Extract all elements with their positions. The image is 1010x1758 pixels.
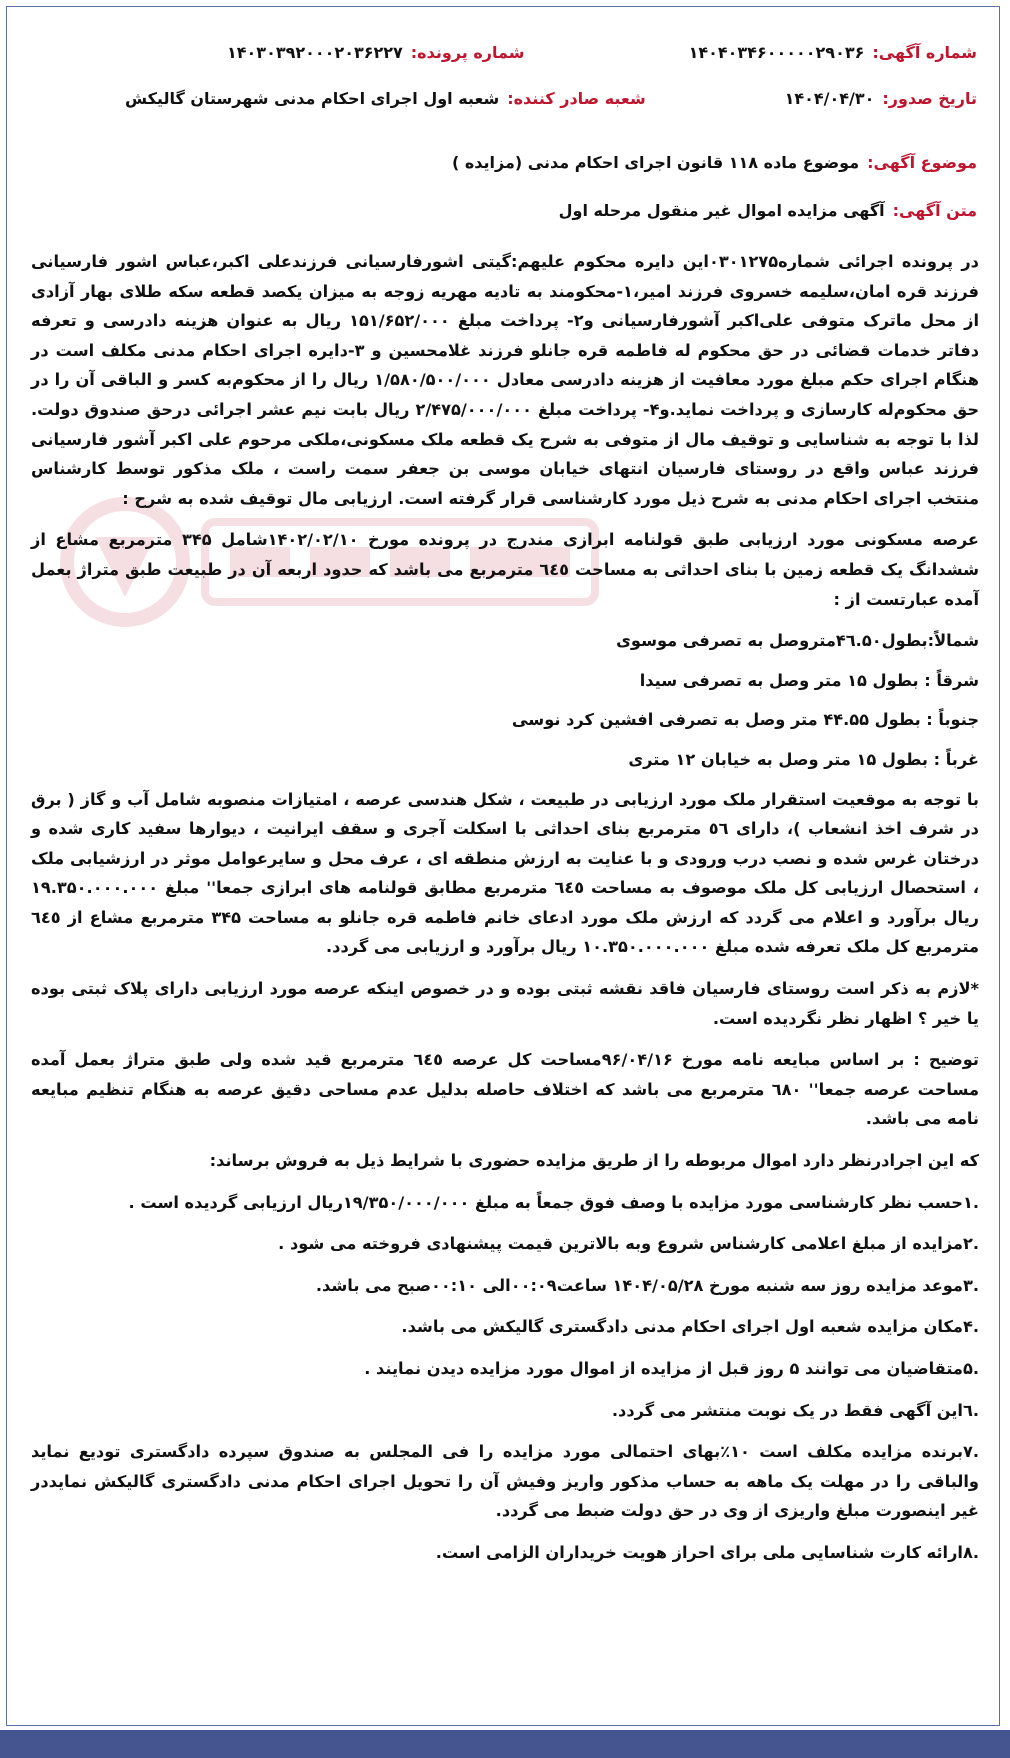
ad-number	[689, 43, 977, 62]
auction-condition-8: .۸ارائه کارت شناسایی ملی برای احراز هویت خریداران الزامی است.	[435, 1542, 979, 1562]
auction-condition-3: .۳موعد مزایده روز سه شنبه مورخ ۱۴۰۴/۰۵/۲۸ ساعت۰۰:۰۹الی ۰۰:۱۰صبح می باشد.	[315, 1275, 979, 1295]
paragraph-case-details: در پرونده اجرائی شماره۰۳۰۱۲۷۵این دایره محکوم علیهم:گیتی اشورفارسیانی فرزندعلی اکبر،عباس اشور فارسیانی فرزند قره امان،سلیمه خسروی فرزند امیر،۱-محکومند به تادیه مهریه زوجه به میزان یکصد قطعه سکه طلای بهار آزادی از محل ماترک متوفی علی‌اکبر آشورفارسیانی و۲- پرداخت مبلغ ۱۵۱/۶۵۲/۰۰۰ ریال به عنوان هزینه دادرسی و تعرفه دفاتر خدمات قضائی در حق محکوم له فاطمه قره جانلو فرزند غلامحسین و ۳-دایره اجرای احکام مدنی مکلف است در هنگام اجرای حکم مبلغ مورد معافیت از هزینه دادرسی معادل ۱/۵۸۰/۵۰۰/۰۰۰ ریال را از محکوم‌به کسر و الباقی آن را در حق محکوم‌له کارسازی و پرداخت نماید.و۴- پرداخت مبلغ ۲/۴۷۵/۰۰۰/۰۰۰ ریال بابت نیم عشر اجرائی درحق صندوق دولت. لذا با توجه به شناسایی و توقیف مال از متوفی به شرح یک قطعه ملک مسکونی،ملکی مرحوم علی اکبر آشور فارسیانی فرزند عباس واقع در روستای فارسیان انتهای خیابان موسی بن جعفر سمت راست ، ملک مذکور توسط کارشناس منتخب اجرای احکام مدنی به شرح ذیل مورد کارشناسی قرار گرفته است. ارزیابی مال توقیف شده به شرح :	[31, 252, 979, 508]
paragraph-auction-intro: که این اجرادرنظر دارد اموال مربوطه را از طریق مزایده حضوری با شرایط ذیل به فروش برساند:	[209, 1151, 979, 1171]
boundary-north: شمالاً:بطول۴٦.۵۰متروصل به تصرفی موسوی	[616, 631, 979, 651]
boundary-west: غرباً : بطول ۱۵ متر وصل به خیابان ۱۲ متری	[628, 749, 979, 769]
boundary-south: جنوباً : بطول ۴۴.۵۵ متر وصل به تصرفی افشین کرد نوسی	[511, 710, 979, 730]
issue-date	[785, 89, 977, 108]
boundary-east: شرقاً : بطول ۱۵ متر وصل به تصرفی سیدا	[639, 670, 979, 690]
auction-condition-7: .۷برنده مزایده مکلف است ۱۰٪بهای احتمالی مورد مزایده را فی المجلس به صندوق سپرده دادگستری تودیع نماید والباقی را در مهلت یک ماهه به حساب مذکور واریز وفیش آن را تحویل اجرای احکام مدنی دادگستری گالیکش نمایددر غیر اینصورت مبلغ واریزی از وی در حق دولت ضبط می گردد.	[31, 1442, 979, 1521]
notice-frame	[6, 6, 1000, 1726]
bottom-bar	[0, 1730, 1010, 1758]
subject-label: موضوع آگهی:	[867, 153, 977, 172]
ad-text-title	[37, 201, 977, 220]
header-row-2	[47, 89, 977, 108]
auction-condition-1: .۱حسب نظر کارشناسی مورد مزایده با وصف فوق جمعاً به مبلغ ۱۹/۳۵۰/۰۰۰/۰۰۰ریال ارزیابی گردیده است .	[128, 1192, 979, 1212]
notice-body	[31, 247, 979, 1580]
issue-date-label: تاریخ صدور:	[882, 89, 977, 108]
paragraph-registry-note: *لازم به ذکر است روستای فارسیان فاقد نقشه ثبتی بوده و در خصوص اینکه عرصه مورد ارزیابی دارای پلاک ثبتی بوده یا خیر ؟ اظهار نظر نگردیده است.	[31, 979, 979, 1028]
ad-number-label: شماره آگهی:	[872, 43, 977, 62]
branch-value: شعبه اول اجرای احکام مدنی شهرستان گالیکش	[125, 89, 500, 108]
issue-date-value: ۱۴۰۴/۰۴/۳۰	[784, 89, 875, 108]
paragraph-property-description: عرصه مسکونی مورد ارزیابی طبق قولنامه ابرازی مندرج در پرونده مورخ ۱۴۰۲/۰۲/۱۰شامل ۳۴۵ مترمربع مشاع از ششدانگ یک قطعه زمین با بنای احداثی به مساحت ٦٤٥ مترمربع می باشد که حدود اربعه آن در طبیعت طبق متراژ بعمل آمده عبارتست از :	[31, 530, 979, 609]
issuing-branch	[125, 89, 646, 108]
ad-text-label: متن آگهی:	[892, 201, 977, 220]
case-number-value: ۱۴۰۳۰۳۹۲۰۰۰۲۰۳۶۲۲۷	[227, 43, 403, 62]
subject-value: موضوع ماده ۱۱۸ قانون اجرای احکام مدنی (مزایده )	[451, 153, 860, 172]
case-number-label: شماره پرونده:	[410, 43, 525, 62]
branch-label: شعبه صادر کننده:	[507, 89, 646, 108]
paragraph-explanation: توضیح : بر اساس مبایعه نامه مورخ ۹۶/۰۴/۱۶مساحت کل عرصه ٦٤٥ مترمربع قید شده ولی طبق متراژ بعمل آمده مساحت عرصه جمعا'' ٦۸۰ مترمربع می باشد که اختلاف حاصله بدلیل عدم مساحی دقیق عرصه به هنگام تنظیم مبایعه نامه می باشد.	[31, 1050, 979, 1129]
auction-condition-2: .۲مزایده از مبلغ اعلامی کارشناس شروع وبه بالاترین قیمت پیشنهادی فروخته می شود .	[278, 1234, 979, 1254]
auction-condition-6: .٦این آگهی فقط در یک نوبت منتشر می گردد.	[611, 1400, 979, 1420]
auction-condition-5: .۵متقاضیان می توانند ۵ روز قبل از مزایده از اموال مورد مزایده دیدن نمایند .	[364, 1359, 979, 1378]
ad-number-value: ۱۴۰۴۰۳۴۶۰۰۰۰۰۲۹۰۳۶	[688, 43, 865, 62]
header-row-1	[47, 43, 977, 62]
ad-subject	[37, 153, 977, 172]
paragraph-valuation: با توجه به موقعیت استقرار ملک مورد ارزیابی در طبیعت ، شکل هندسی عرصه ، امتیازات منصوبه شامل آب و گاز ( برق در شرف اخذ انشعاب )، دارای ٥٦ مترمربع بنای احداثی با اسکلت آجری و سقف ایرانیت ، دیوارها سفید کاری شده و درختان غرس شده و نصب درب ورودی و با عنایت به ارزش منطقه ای ، عرف محل و سایرعوامل موثر در ارزشیابی ملک ، استحصال ارزیابی کل ملک موصوف به مساحت ٦٤٥ مترمربع مطابق قولنامه های ابرازی جمعا'' مبلغ ۱۹.۳۵۰.۰۰۰.۰۰۰ ریال برآورد و اعلام می گردد که ارزش ملک مورد ادعای خانم فاطمه قره جانلو به مساحت ۳۴۵ مترمربع مشاع از ٦٤٥ مترمربع کل ملک تعرفه شده مبلغ ۱۰.۳۵۰.۰۰۰.۰۰۰ ریال برآورد و ارزیابی می گردد.	[31, 789, 979, 957]
case-number	[227, 43, 524, 62]
ad-text-value: آگهی مزایده اموال غیر منقول مرحله اول	[558, 201, 885, 220]
auction-condition-4: .۴مکان مزایده شعبه اول اجرای احکام مدنی دادگستری گالیکش می باشد.	[401, 1317, 979, 1337]
